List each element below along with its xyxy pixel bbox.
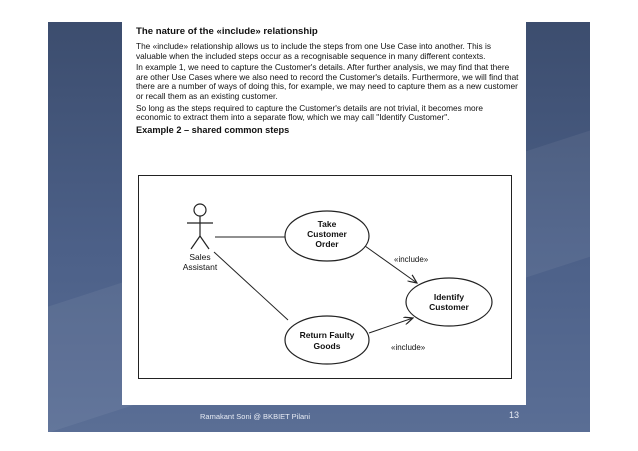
include-label-2: «include»: [391, 343, 426, 352]
return-goods-label-line1: Return Faulty: [299, 330, 355, 340]
actor-head: [194, 204, 206, 216]
include-arrow-take-order: [365, 246, 417, 283]
use-case-diagram: [138, 175, 512, 379]
actor-label-line2: Assistant: [182, 262, 218, 272]
take-order-label-line1: Take: [317, 219, 337, 229]
identify-customer-label-line1: Identify: [433, 292, 465, 302]
footer-author: Ramakant Soni @ BKBIET Pilani: [200, 412, 311, 421]
return-goods-label-line2: Goods: [313, 341, 341, 351]
actor-left-leg: [191, 236, 200, 249]
identify-customer-label-line2: Customer: [429, 302, 469, 312]
paragraph-1: The «include» relationship allows us to include the steps from one Use Case into another. This is valuable when the included steps occur as a recognisable sequence in many different contexts.: [136, 41, 491, 61]
document-text: [136, 26, 520, 136]
take-order-label-line2: Customer: [307, 229, 347, 239]
diagram-canvas: [139, 176, 511, 378]
paragraph-2: In example 1, we need to capture the Customer's details. After further analysis, we may find that there are other Use Cases where we also need to record the Customer's details. Furthermore, we will find that there are a number of ways of doing this, for example, we may need to capture them as a new customer or recall them as an existing customer.: [136, 62, 519, 101]
example-heading: Example 2 – shared common steps: [136, 124, 290, 135]
include-label-1: «include»: [394, 255, 429, 264]
paragraph-3: So long as the steps required to capture the Customer's details are not trivial, it becomes more economic to extract them into a separate flow, which we may call "Identify Customer".: [136, 102, 483, 123]
actor-label-line1: Sales: [189, 252, 211, 262]
include-arrow-return-goods: [369, 318, 413, 333]
actor-right-leg: [200, 236, 209, 249]
section-heading: The nature of the «include» relationship: [136, 26, 318, 37]
association-return-goods: [214, 252, 288, 320]
take-order-label-line3: Order: [315, 239, 339, 249]
actor-figure: [187, 204, 213, 249]
page-number: 13: [509, 410, 520, 420]
use-case-return-goods: [285, 316, 369, 364]
